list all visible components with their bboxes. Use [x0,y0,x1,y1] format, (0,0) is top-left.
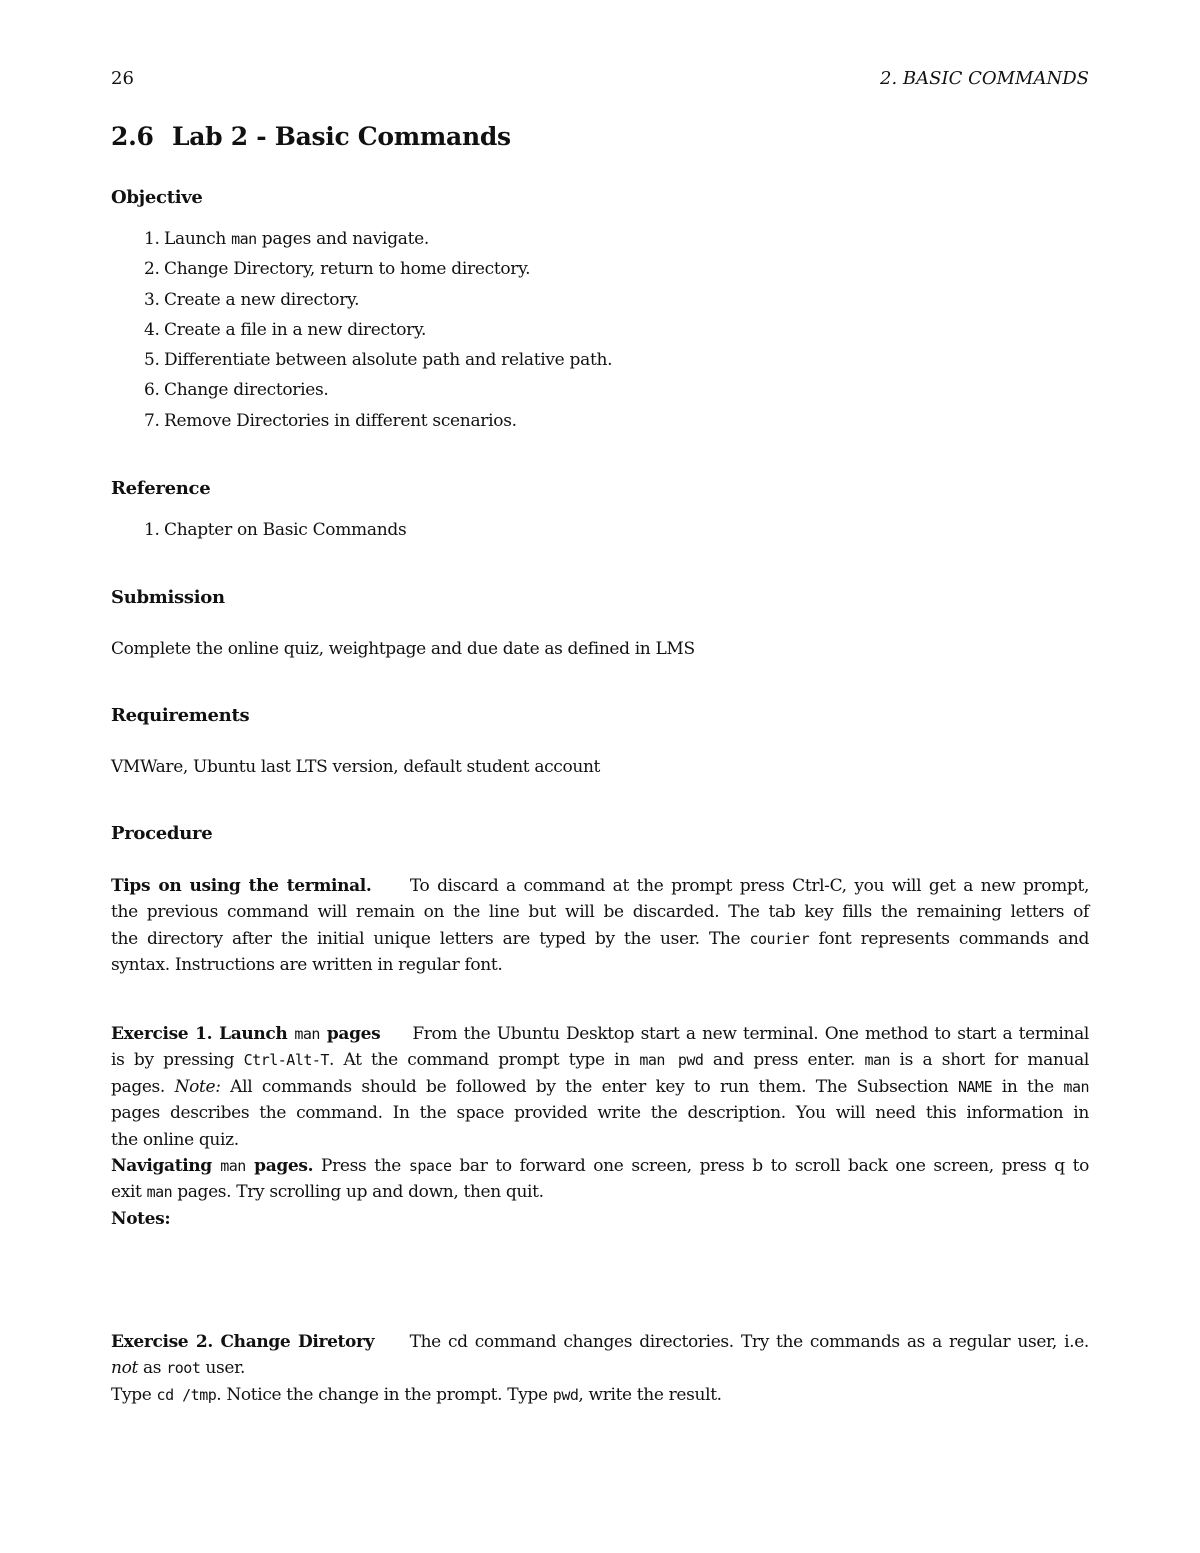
list-item: 1. Launch man pages and navigate. [144,229,430,249]
tips-label: Tips on using the terminal. [111,876,372,896]
list-item: 3. Create a new directory. [144,289,360,310]
navigating-label: Navigating man pages. [111,1156,314,1177]
exercise2-paragraph: Exercise 2. Change Diretory The cd command changes directories. Try the commands as a regular user, i.e. not as root user. Type cd /tmp. Notice the change in the prompt. Type pwd, write the result. [111,1332,1089,1405]
list-item: 2. Change Directory, return to home directory. [144,259,531,280]
list-item: 7. Remove Directories in different scenarios. [144,410,517,431]
notes-label: Notes: [111,1208,171,1229]
running-head [111,68,1089,92]
requirements-text: VMWare, Ubuntu last LTS version, default student account [111,757,601,777]
section-title-text: Lab 2 - Basic Commands [172,122,511,151]
requirements-heading: Requirements [111,705,250,726]
submission-text: Complete the online quiz, weightpage and due date as defined in LMS [111,639,695,659]
list-item: 5. Differentiate between alsolute path and relative path. [144,350,613,371]
reference-heading: Reference [111,478,211,499]
objective-list [111,226,612,438]
page-number: 26 [111,68,134,89]
exercise2-label: Exercise 2. Change Diretory [111,1332,375,1352]
chapter-title: 2. BASIC COMMANDS [880,68,1089,89]
procedure-heading: Procedure [111,823,213,844]
reference-list [111,517,406,547]
list-item: 4. Create a file in a new directory. [144,319,427,340]
tips-paragraph: Tips on using the terminal. To discard a command at the prompt press Ctrl-C, you will get a new prompt, the previous command will remain on the line but will be discarded. The tab key fills the remaining letters of the directory after the initial unique letters are typed by the user. The courier font represents commands and syntax. Instructions are written in regular font. [111,876,1089,976]
section-title [111,122,511,151]
list-item: 1. Chapter on Basic Commands [144,520,407,540]
section-number: 2.6 [111,122,154,151]
exercise1-paragraph: Exercise 1. Launch man pages From the Ubuntu Desktop start a new terminal. One method to start a terminal is by pressing Ctrl-Alt-T. At the command prompt type in man pwd and press enter. man is a short for manual pages. Note: All commands should be followed by the enter key to run them. The Subsection NAME in the man pages describes the command. In the space provided write the description. You will need this information in the online quiz. Navigating man pages. Press the space bar to forward one screen, press b to scroll back one screen, press q to exit man pages. Try scrolling up and down, then quit. Notes: [111,1021,1089,1232]
list-item: 6. Change directories. [144,380,329,401]
objective-heading: Objective [111,187,203,208]
exercise1-label: Exercise 1. Launch man pages [111,1024,381,1044]
submission-heading: Submission [111,587,225,608]
